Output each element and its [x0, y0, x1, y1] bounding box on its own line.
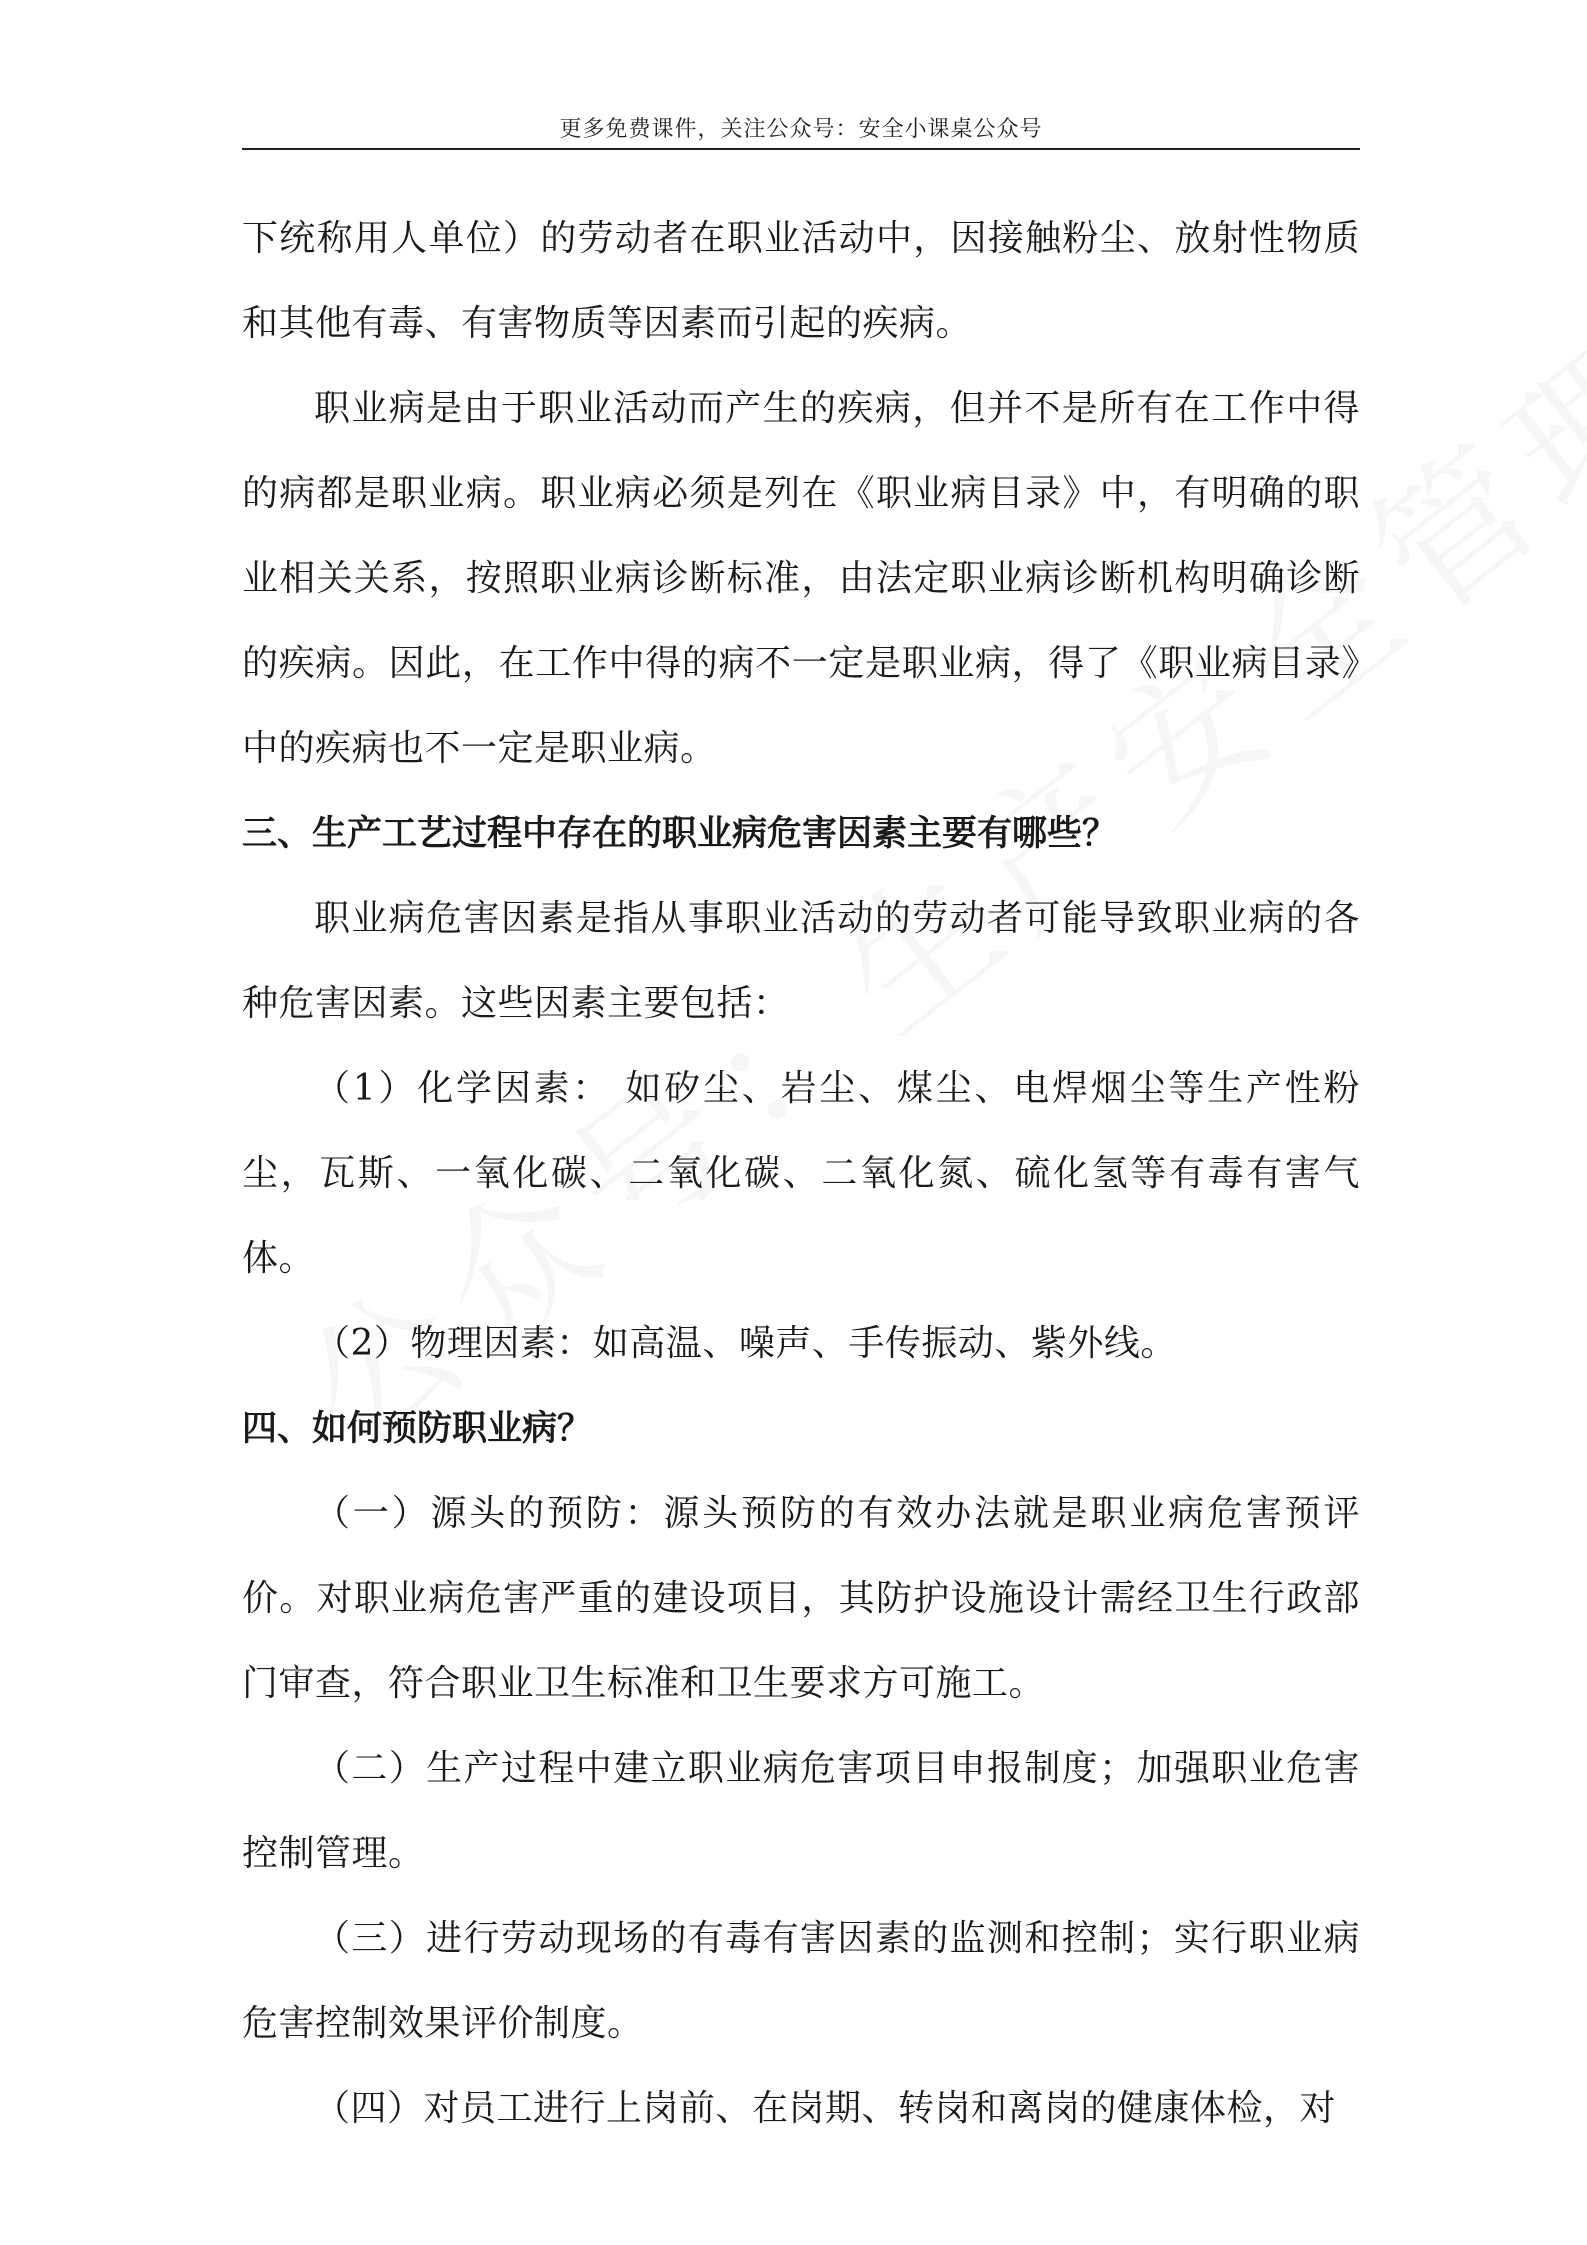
paragraph: （二）生产过程中建立职业病危害项目申报制度；加强职业危害控制管理。	[242, 1748, 1360, 1874]
paragraph: 职业病危害因素是指从事职业活动的劳动者可能导致职业病的各种危害因素。这些因素主要包括：	[242, 898, 1360, 1024]
header-divider	[242, 148, 1360, 150]
paragraph: 下统称用人单位）的劳动者在职业活动中，因接触粉尘、放射性物质和其他有毒、有害物质等因素而引起的疾病。	[242, 218, 1360, 344]
document-body	[242, 196, 1360, 2151]
page-header: 更多免费课件，关注公众号：安全小课桌公众号	[559, 117, 1043, 142]
section-heading: 四、如何预防职业病？	[242, 1408, 593, 1449]
paragraph: （四）对员工进行上岗前、在岗期、转岗和离岗的健康体检，对	[314, 2088, 1337, 2129]
paragraph: （1）化学因素： 如矽尘、岩尘、煤尘、电焊烟尘等生产性粉尘，瓦斯、一氧化碳、二氧化碳、二氧化氮、硫化氢等有毒有害气体。	[242, 1068, 1360, 1279]
paragraph: （2）物理因素：如高温、噪声、手传振动、紫外线。	[314, 1323, 1177, 1364]
section-heading: 三、生产工艺过程中存在的职业病危害因素主要有哪些？	[242, 813, 1118, 854]
paragraph: 职业病是由于职业活动而产生的疾病，但并不是所有在工作中得的病都是职业病。职业病必须是列在《职业病目录》中，有明确的职业相关关系，按照职业病诊断标准，由法定职业病诊断机构明确诊断的疾病。因此，在工作中得的病不一定是职业病，得了《职业病目录》中的疾病也不一定是职业病。	[242, 388, 1360, 769]
paragraph: （三）进行劳动现场的有毒有害因素的监测和控制；实行职业病危害控制效果评价制度。	[242, 1918, 1360, 2044]
paragraph: （一）源头的预防：源头预防的有效办法就是职业病危害预评价。对职业病危害严重的建设项目，其防护设施设计需经卫生行政部门审查，符合职业卫生标准和卫生要求方可施工。	[242, 1493, 1360, 1704]
